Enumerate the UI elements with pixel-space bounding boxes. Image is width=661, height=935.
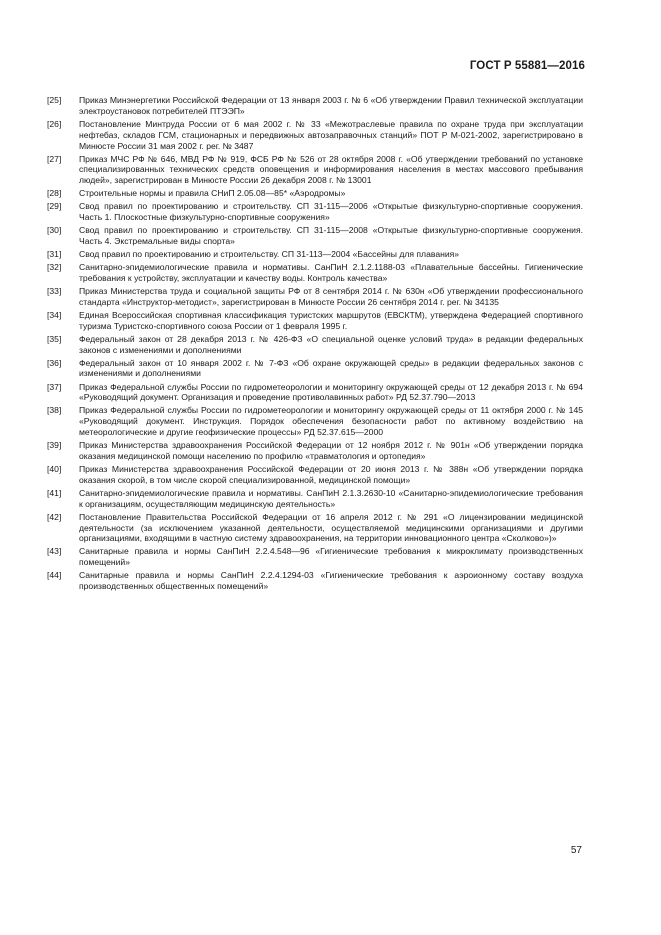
entry-text: Приказ МЧС РФ № 646, МВД РФ № 919, ФСБ РФ № 526 от 28 октября 2008 г. «Об утверждении требований по установке специализированных технических средств оповещения и информирования населения в местах массового пребывания людей», зарегистрирован в Минюсте России 26 декабря 2008 г. № 13001: [79, 153, 583, 186]
entry-text: Санитарно-эпидемиологические правила и нормативы. СанПиН 2.1.3.2630-10 «Санитарно-эпидемиологические требования к организациям, осуществляющим медицинскую деятельность»: [79, 487, 583, 509]
entry-number: [32]: [47, 262, 62, 273]
entry-number: [33]: [47, 286, 62, 296]
bibliography-entry: [47, 286, 583, 308]
entry-number: [25]: [47, 95, 62, 105]
bibliography-entry: [47, 154, 583, 187]
bibliography-entry: [47, 382, 583, 404]
entry-number: [30]: [47, 225, 62, 236]
bibliography-entry: [47, 488, 583, 510]
entry-text: Приказ Минэнергетики Российской Федерации от 13 января 2003 г. № 6 «Об утверждении Правил технической эксплуатации электроустановок потребителей ПТЭЭП»: [79, 95, 583, 116]
entry-number: [43]: [47, 546, 62, 557]
bibliography-entry: [47, 512, 583, 545]
entry-text: Свод правил по проектированию и строительству. СП 31-113—2004 «Бассейны для плавания»: [79, 249, 460, 260]
entry-number: [44]: [47, 570, 62, 581]
entry-number: [37]: [47, 381, 62, 392]
entry-number: [34]: [47, 309, 62, 320]
bibliography-entry: [47, 262, 583, 284]
entry-text: Санитарные правила и нормы СанПиН 2.2.4.1294-03 «Гигиенические требования к аэроионному составу воздуха производственных общественных помещений»: [79, 570, 583, 592]
bibliography-entry: [47, 95, 583, 117]
entry-text: Санитарные правила и нормы СанПиН 2.2.4.548—96 «Гигиенические требования к микроклимату производственных помещений»: [79, 546, 583, 568]
entry-text: Федеральный закон от 28 декабря 2013 г. № 426-ФЗ «О специальной оценке условий труда» в редакции федеральных законов с изменениями и дополнениями: [79, 333, 583, 355]
bibliography-entry: [47, 225, 583, 247]
bibliography-list: [47, 95, 583, 594]
bibliography-entry: [47, 201, 583, 223]
entry-number: [29]: [47, 201, 62, 212]
bibliography-entry: [47, 570, 583, 592]
entry-text: Приказ Федеральной службы России по гидрометеорологии и мониторингу окружающей среды от 11 октября 2000 г. № 145 «Руководящий документ. Инструкция. Порядок обеспечения безопасности работ по активному воздействию на метеорологические и другие геофизические процессы» РД 52.37.615—2000: [79, 405, 583, 438]
entry-text: Единая Всероссийская спортивная классификация туристских маршрутов (ЕВСКТМ), утверждена Федерацией спортивного туризма Туристско-спортивного союза России от 1 февраля 1995 г.: [79, 309, 583, 331]
entry-text: Приказ Федеральной службы России по гидрометеорологии и мониторингу окружающей среды от 12 декабря 2013 г. № 694 «Руководящий документ. Организация и проведение противолавинных работ» РД 52.37.790—2013: [79, 381, 583, 403]
bibliography-entry: [47, 334, 583, 356]
entry-number: [40]: [47, 463, 62, 474]
entry-text: Постановление Минтруда России от 6 мая 2002 г. № 33 «Межотраслевые правила по охране труда при эксплуатации нефтебаз, складов ГСМ, стационарных и передвижных автозаправочных станций» ПОТ Р М-021-2002, зарегистрировано в Минюсте России 31 мая 2002 г. рег. № 3487: [79, 118, 583, 151]
entry-number: [39]: [47, 440, 62, 451]
bibliography-entry: [47, 188, 583, 199]
entry-text: Приказ Министерства здравоохранения Российской Федерации от 12 ноября 2012 г. № 901н «Об утверждении порядка оказания медицинской помощи населению по профилю «травматология и ортопедия»: [79, 440, 583, 461]
entry-number: [26]: [47, 118, 62, 129]
bibliography-entry: [47, 310, 583, 332]
entry-text: Постановление Правительства Российской Федерации от 16 апреля 2012 г. № 291 «О лицензировании медицинской деятельности (за исключением указанной деятельности, осуществляемой медицинскими организациями и другими организациями, входящими в частную систему здравоохранения, на территории инновационного центра «Сколково»)»: [79, 511, 583, 544]
entry-text: Строительные нормы и правила СНиП 2.05.08—85* «Аэродромы»: [79, 188, 346, 199]
entry-text: Свод правил по проектированию и строительству. СП 31-115—2006 «Открытые физкультурно-спортивные сооружения. Часть 1. Плоскостные физкультурно-спортивные сооружения»: [79, 201, 583, 223]
page-number: 57: [570, 845, 582, 856]
bibliography-entry: [47, 546, 583, 568]
entry-number: [27]: [47, 153, 62, 164]
entry-text: Приказ Министерства здравоохранения Российской Федерации от 20 июня 2013 г. № 388н «Об утверждении порядка оказания скорой, в том числе скорой специализированной, медицинской помощи»: [79, 463, 583, 485]
entry-number: [41]: [47, 487, 62, 498]
entry-number: [35]: [47, 333, 62, 344]
bibliography-entry: [47, 249, 583, 260]
bibliography-entry: [47, 464, 583, 486]
bibliography-entry: [47, 119, 583, 152]
bibliography-entry: [47, 440, 583, 462]
bibliography-entry: [47, 358, 583, 380]
entry-text: Приказ Министерства труда и социальной защиты РФ от 8 сентября 2014 г. № 630н «Об утверждении профессионального стандарта «Инструктор-методист», зарегистрирован в Минюсте России 26 сентября 2014 г. рег. № 34135: [79, 286, 583, 307]
entry-number: [38]: [47, 405, 62, 416]
entry-number: [36]: [47, 357, 62, 368]
entry-text: Санитарно-эпидемиологические правила и нормативы. СанПиН 2.1.2.1188-03 «Плавательные бассейны. Гигиенические требования к устройству, эксплуатации и качеству воды. Контроль качества»: [79, 262, 583, 283]
entry-text: Свод правил по проектированию и строительству. СП 31-115—2008 «Открытые физкультурно-спортивные сооружения. Часть 4. Экстремальные виды спорта»: [79, 225, 583, 247]
bibliography-entry: [47, 405, 583, 438]
entry-number: [28]: [47, 188, 62, 199]
standard-designation: ГОСТ Р 55881—2016: [469, 60, 585, 72]
entry-text: Федеральный закон от 10 января 2002 г. № 7-ФЗ «Об охране окружающей среды» в редакции федеральных законов с изменениями и дополнениями: [79, 357, 583, 379]
entry-number: [31]: [47, 249, 62, 260]
entry-number: [42]: [47, 511, 62, 522]
